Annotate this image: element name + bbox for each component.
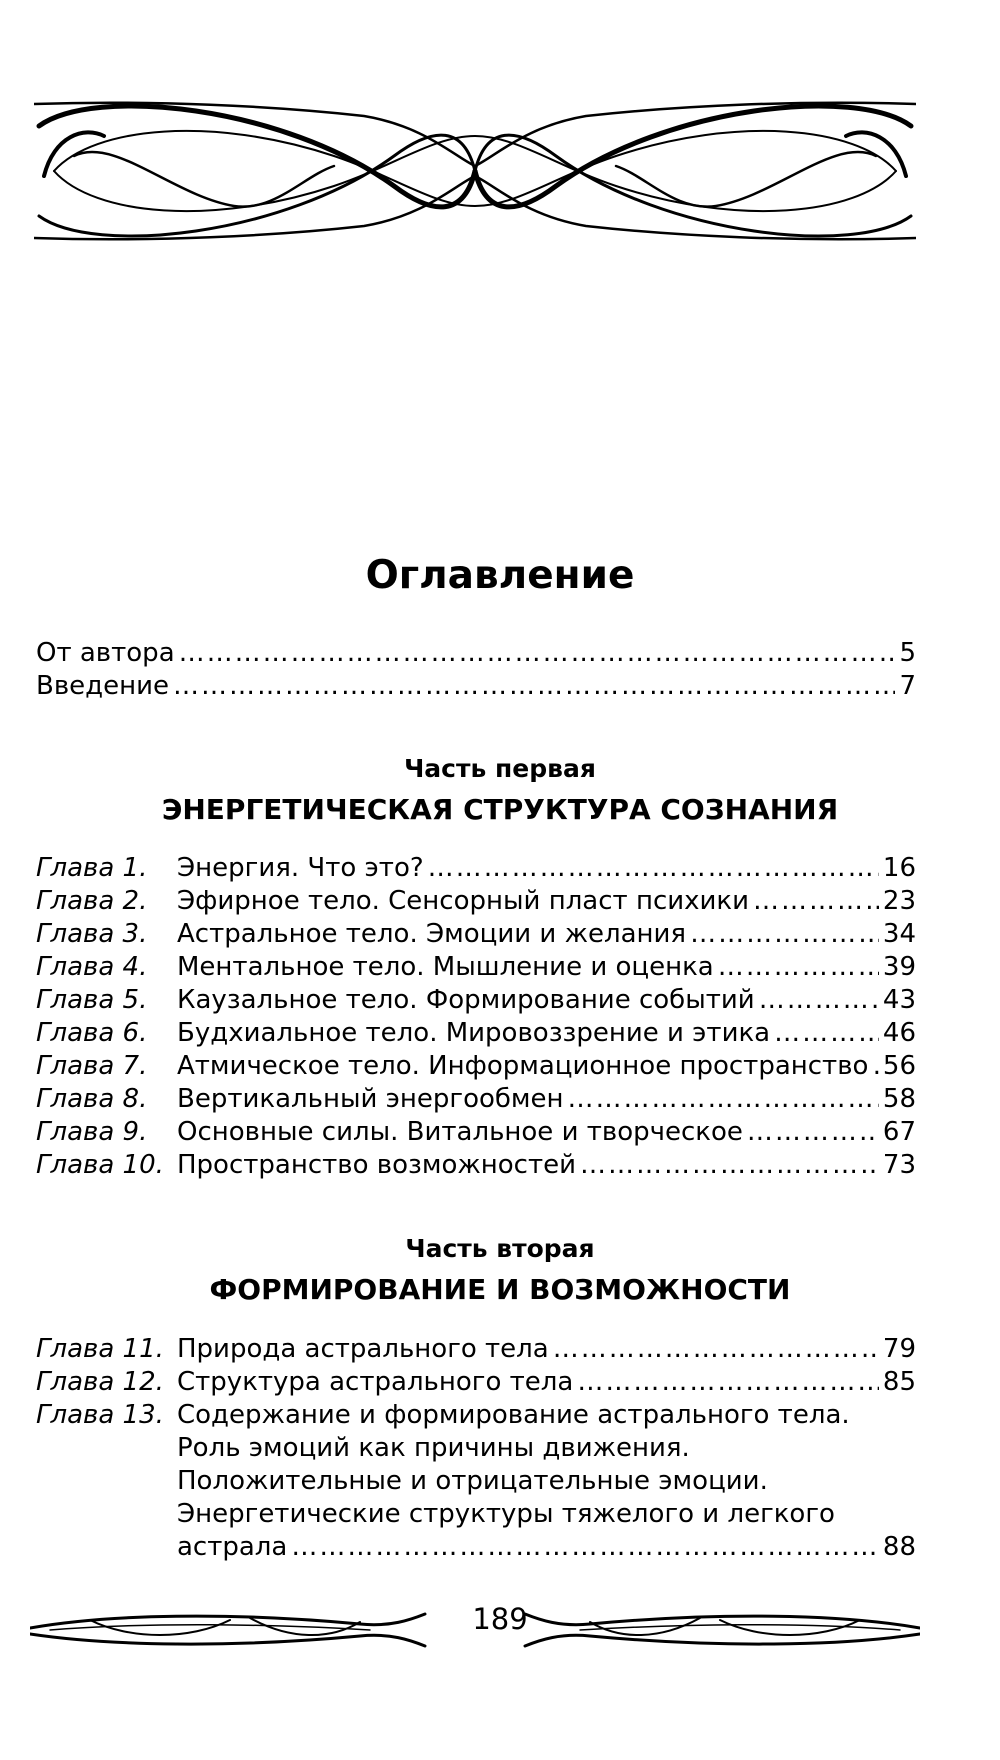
chapter-title: Каузальное тело. Формирование событий [177, 985, 755, 1015]
chapter-page: 58 [882, 1084, 916, 1114]
chapter-title: Энергия. Что это? [177, 853, 424, 883]
toc-entry-author[interactable] [36, 637, 916, 670]
chapter-label: Глава 8. [36, 1084, 148, 1114]
leader-dots [718, 951, 879, 984]
chapter-label: Глава 7. [36, 1051, 148, 1081]
toc-entry-title: От автора [36, 638, 175, 668]
chapter-title: Пространство возможностей [177, 1150, 577, 1180]
part-one-label: Часть первая [404, 754, 596, 783]
toc-chapter-row[interactable] [36, 1366, 916, 1399]
toc-entry-title: Введение [36, 671, 170, 701]
chapter-title: Структура астрального тела [177, 1367, 574, 1397]
chapter-title-line: Энергетические структуры тяжелого и легкого [177, 1499, 835, 1529]
chapter-label: Глава 4. [36, 952, 148, 982]
chapter-label: Глава 6. [36, 1018, 148, 1048]
chapter-title-line: Содержание и формирование астрального тела. [177, 1400, 850, 1430]
leader-dots [580, 1149, 879, 1182]
chapter-page: 39 [882, 952, 916, 982]
front-matter-list [36, 637, 916, 703]
chapter-title: Эфирное тело. Сенсорный пласт психики [177, 886, 750, 916]
toc-entry-page: 5 [899, 638, 916, 668]
chapter-title: Атмическое тело. Информационное пространство [177, 1051, 869, 1081]
chapter-page: 79 [882, 1334, 916, 1364]
part-two-title: ФОРМИРОВАНИЕ И ВОЗМОЖНОСТИ [209, 1273, 791, 1306]
chapter-title: Ментальное тело. Мышление и оценка [177, 952, 714, 982]
toc-chapter-row[interactable] [36, 852, 916, 885]
part-one-chapter-list [36, 852, 916, 1182]
chapter-page: 67 [882, 1117, 916, 1147]
top-flourish-ornament [34, 96, 916, 246]
chapter-title-line: астрала [177, 1532, 288, 1562]
chapter-page: 46 [882, 1018, 916, 1048]
toc-chapter-row[interactable] [36, 1083, 916, 1116]
chapter-title: Астральное тело. Эмоции и желания [177, 919, 687, 949]
chapter-title: Будхиальное тело. Мировоззрение и этика [177, 1018, 771, 1048]
chapter-title-line: Положительные и отрицательные эмоции. [177, 1466, 768, 1496]
chapter-title: Вертикальный энергообмен [177, 1084, 564, 1114]
chapter-title: Природа астрального тела [177, 1334, 549, 1364]
chapter-page: 16 [882, 853, 916, 883]
toc-entry-introduction[interactable] [36, 670, 916, 703]
leader-dots [690, 918, 879, 951]
chapter-page: 85 [882, 1367, 916, 1397]
leader-dots [577, 1366, 879, 1399]
leader-dots [568, 1083, 879, 1116]
leader-dots [774, 1017, 879, 1050]
part-one-title: ЭНЕРГЕТИЧЕСКАЯ СТРУКТУРА СОЗНАНИЯ [161, 793, 839, 826]
chapter-page: 34 [882, 919, 916, 949]
chapter-label: Глава 3. [36, 919, 148, 949]
toc-chapter-row[interactable] [36, 1333, 916, 1366]
chapter-label: Глава 12. [36, 1367, 164, 1397]
chapter-label: Глава 10. [36, 1150, 164, 1180]
chapter-label: Глава 11. [36, 1334, 164, 1364]
chapter-title-line: Роль эмоций как причины движения. [177, 1433, 690, 1463]
chapter-title-continuation [36, 1432, 916, 1465]
page-number: 189 [472, 1602, 528, 1636]
part-two-label: Часть вторая [405, 1234, 595, 1263]
toc-chapter-row[interactable] [36, 885, 916, 918]
chapter-label: Глава 13. [36, 1400, 164, 1430]
toc-chapter-row[interactable] [36, 1116, 916, 1149]
toc-entry-page: 7 [899, 671, 916, 701]
leader-dots [291, 1531, 879, 1564]
toc-chapter-row[interactable] [36, 1050, 916, 1083]
leader-dots [428, 852, 879, 885]
part-two-chapter-list [36, 1333, 916, 1564]
chapter-label: Глава 2. [36, 886, 148, 916]
chapter-page: 88 [882, 1532, 916, 1562]
toc-chapter-row[interactable] [36, 1149, 916, 1182]
chapter-page: 73 [882, 1150, 916, 1180]
toc-chapter-row[interactable] [36, 951, 916, 984]
toc-chapter-row[interactable] [36, 1017, 916, 1050]
chapter-title: Основные силы. Витальное и творческое [177, 1117, 743, 1147]
leader-dots [759, 984, 879, 1017]
leader-dots [747, 1116, 879, 1149]
leader-dots [173, 670, 895, 703]
chapter-page: 43 [882, 985, 916, 1015]
leader-dots [872, 1050, 878, 1083]
toc-chapter-row[interactable] [36, 984, 916, 1017]
leader-dots [753, 885, 879, 918]
chapter-label: Глава 9. [36, 1117, 148, 1147]
page-title: Оглавление [365, 553, 635, 598]
toc-chapter-row[interactable] [36, 918, 916, 951]
chapter-page: 56 [882, 1051, 916, 1081]
chapter-label: Глава 5. [36, 985, 148, 1015]
chapter-title-continuation [36, 1498, 916, 1531]
chapter-title-continuation [36, 1465, 916, 1498]
leader-dots [553, 1333, 879, 1366]
toc-chapter-row[interactable] [36, 1399, 916, 1432]
chapter-title-last-line[interactable] [36, 1531, 916, 1564]
leader-dots [179, 637, 896, 670]
chapter-page: 23 [882, 886, 916, 916]
chapter-label: Глава 1. [36, 853, 148, 883]
